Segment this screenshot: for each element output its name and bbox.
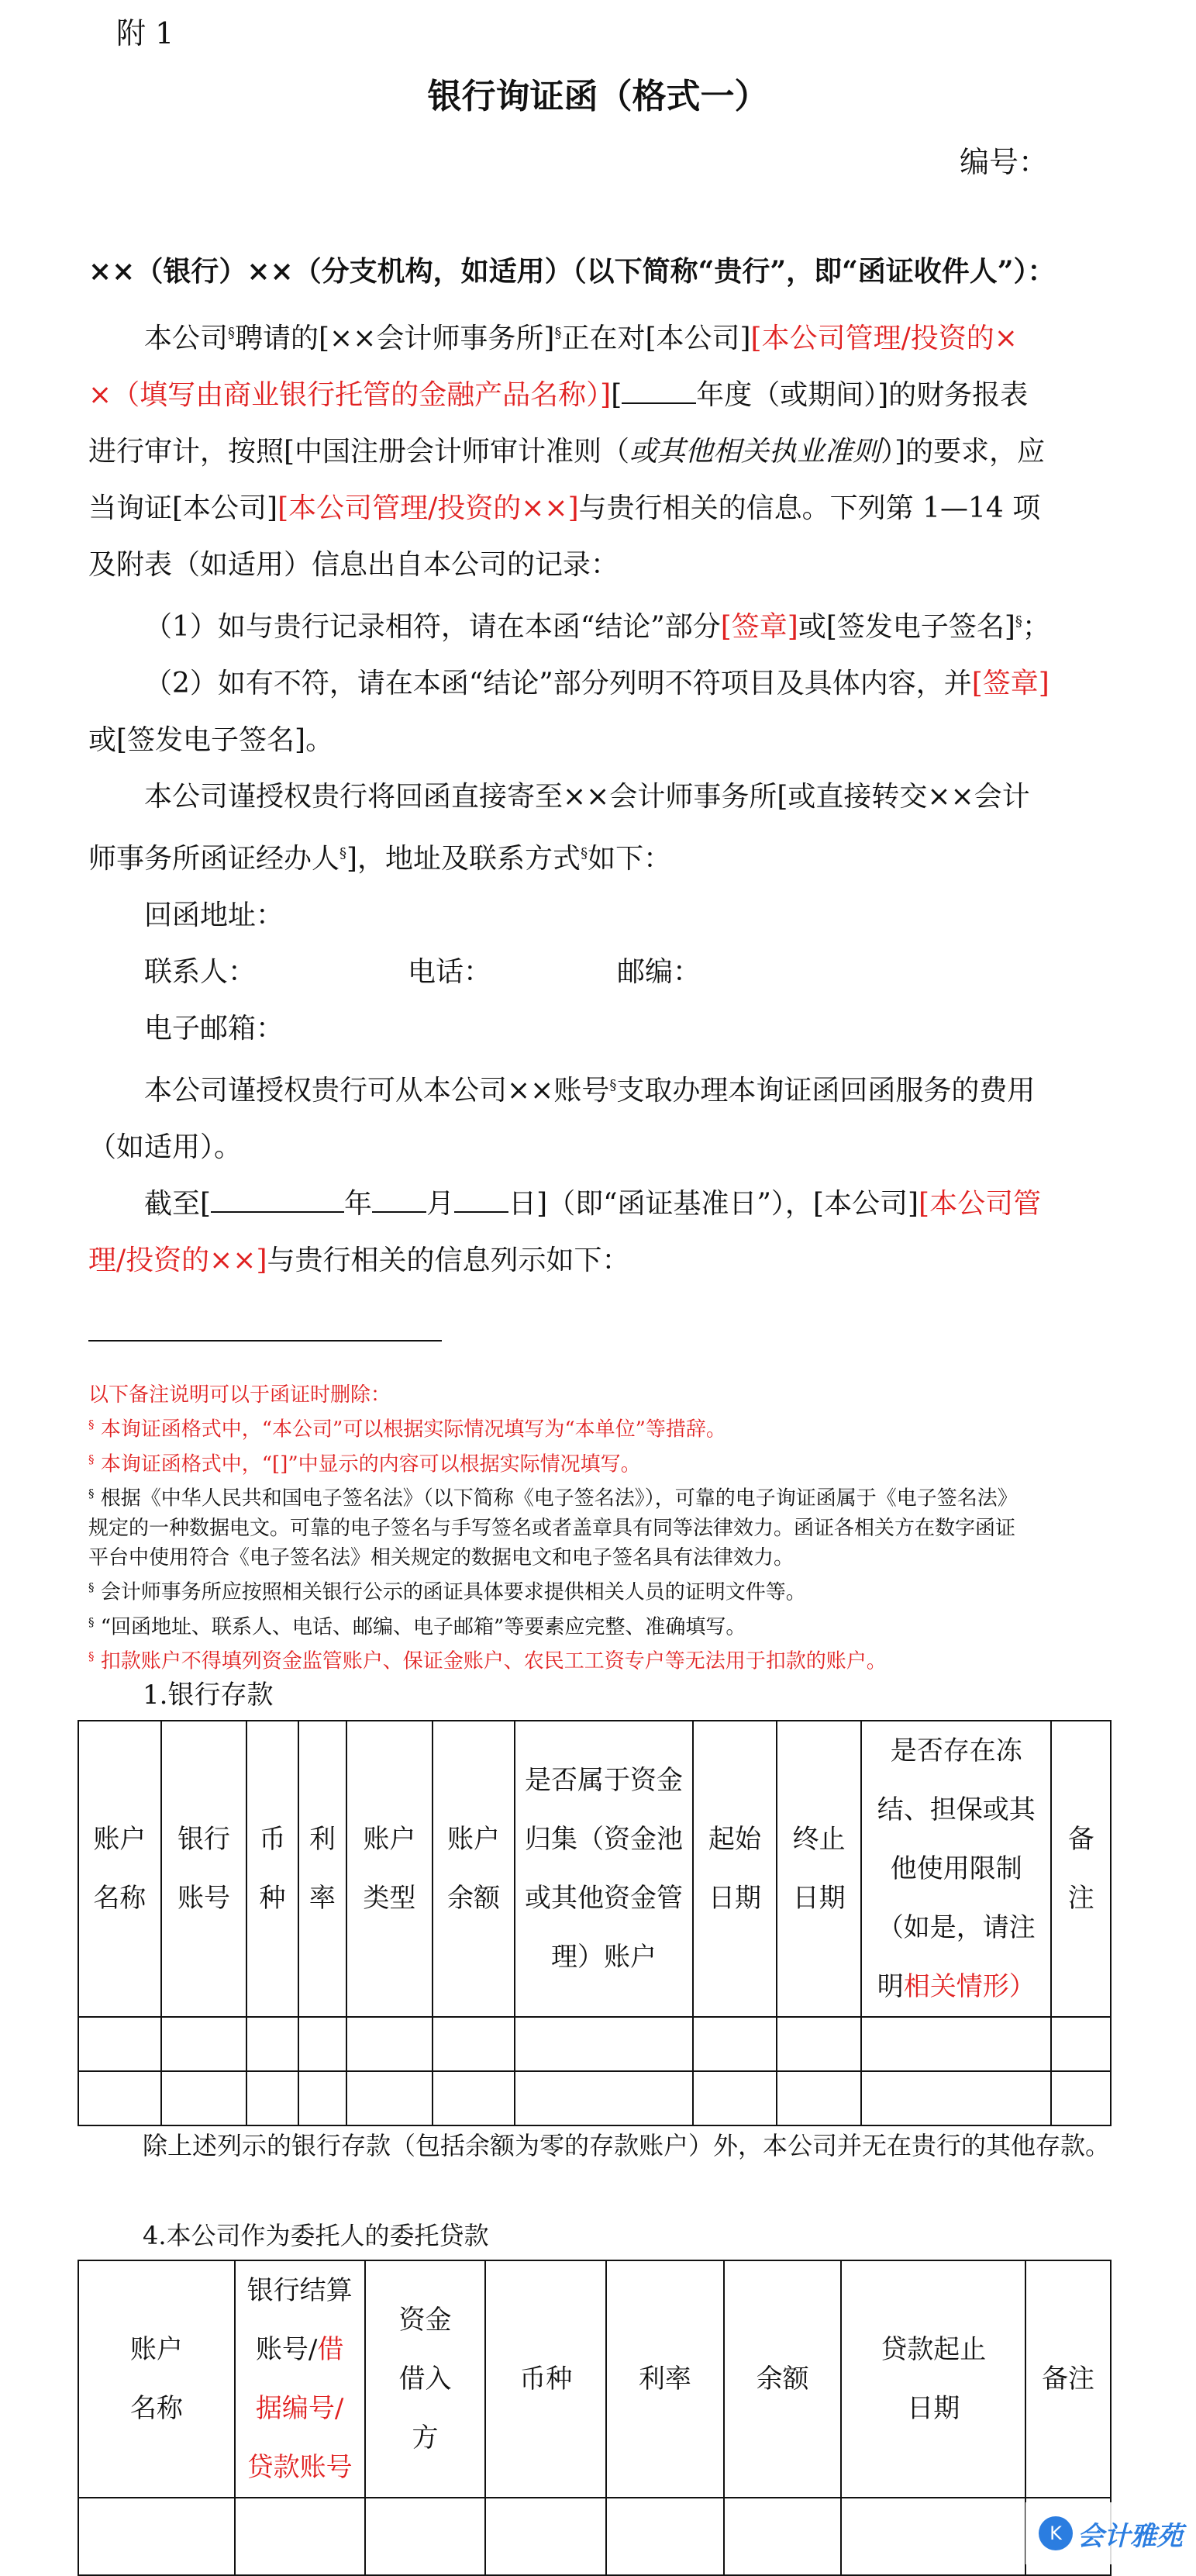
p1-line3: 进行审计，按照[中国注册会计师审计准则（或其他相关执业准则）]的要求，应	[88, 436, 1046, 468]
p3-line1: 本公司谨授权贵行可从本公司××账号§支取办理本询证函回函服务的费用	[144, 1075, 1036, 1107]
table-row	[78, 2071, 1111, 2125]
section1-note: 除上述列示的银行存款（包括余额为零的存款账户）外，本公司并无在贵行的其他存款。	[143, 2131, 1111, 2160]
loan-header-row	[78, 2260, 1111, 2498]
col-currency: 币种	[246, 1721, 298, 2017]
footnote-intro: 以下备注说明可以于函证时删除：	[88, 1383, 391, 1407]
deposit-header-row	[78, 1721, 1111, 2017]
col-account-type: 账户类型	[346, 1721, 433, 2017]
p4-line2: 理/投资的××]与贵行相关的信息列示如下：	[88, 1245, 630, 1276]
section4-title: 4.本公司作为委托人的委托贷款	[143, 2221, 489, 2250]
section1-title: 1.银行存款	[143, 1680, 274, 1711]
year-field[interactable]	[622, 379, 696, 404]
p1-line4: 当询证[本公司][本公司管理/投资的××]与贵行相关的信息。下列第 1—14 项	[88, 492, 1041, 524]
attachment-label: 附 1	[116, 16, 174, 50]
footnote-2: § 本询证函格式中，“[]”中显示的内容可以根据实际情况填写。	[88, 1452, 641, 1476]
watermark	[1025, 2502, 1196, 2564]
col-borrower: 资金借入方	[365, 2260, 486, 2498]
footnote-5: § “回函地址、联系人、电话、邮编、电子邮箱”等要素应完整、准确填写。	[88, 1614, 746, 1639]
col-loan-period: 贷款起止日期	[841, 2260, 1025, 2498]
p3-line2: （如适用）。	[88, 1131, 243, 1163]
watermark-logo-icon: K	[1039, 2516, 1073, 2550]
footnote-3: § 根据《中华人民共和国电子签名法》（以下简称《电子签名法》），可靠的电子询证函属于《电子签名法》	[88, 1487, 1018, 1511]
col-currency: 币种	[485, 2260, 606, 2498]
postcode-label: 邮编：	[617, 956, 701, 988]
col-rate: 利率	[298, 1721, 346, 2017]
phone-label: 电话：	[408, 956, 492, 988]
footnotes	[88, 1380, 1112, 1676]
date-month-field[interactable]	[372, 1188, 426, 1213]
col-account-name: 账户名称	[78, 1721, 161, 2017]
col-end-date: 终止日期	[777, 1721, 861, 2017]
footnote-4: § 会计师事务所应按照相关银行公示的函证具体要求提供相关人员的证明文件等。	[88, 1580, 806, 1604]
footnote-1: § 本询证函格式中，“本公司”可以根据实际情况填写为“本单位”等措辞。	[88, 1417, 726, 1442]
col-rate: 利率	[606, 2260, 724, 2498]
footnote-3c: 平台中使用符合《电子签名法》相关规定的数据电文和电子签名具有法律效力。	[88, 1545, 794, 1569]
item2-line1: （2）如有不符，请在本函“结论”部分列明不符项目及具体内容，并[签章]	[144, 668, 1050, 699]
col-start-date: 起始日期	[693, 1721, 777, 2017]
footnote-separator	[88, 1340, 442, 1342]
letter-body	[88, 305, 1112, 1289]
number-label: 编号：	[960, 145, 1049, 179]
table-row	[78, 2017, 1111, 2071]
page-title: 银行询证函（格式一）	[427, 77, 769, 116]
watermark-text: 会计雅苑	[1077, 2520, 1183, 2552]
date-year-field[interactable]	[211, 1188, 344, 1213]
email: 电子邮箱：	[144, 1013, 284, 1045]
entrusted-loan-table	[78, 2260, 1112, 2576]
item2-line2: 或[签发电子签名]。	[88, 724, 334, 756]
table-row	[78, 2498, 1111, 2575]
p1-line5: 及附表（如适用）信息出自本公司的记录：	[88, 549, 619, 581]
col-settlement-account: 银行结算账号/借据编号/贷款账号	[235, 2260, 365, 2498]
date-day-field[interactable]	[454, 1188, 508, 1213]
col-balance: 账户余额	[433, 1721, 515, 2017]
contact-row	[88, 944, 1112, 1000]
footnote-6: § 扣款账户不得填列资金监管账户、保证金账户、农民工工资专户等无法用于扣款的账户。	[88, 1649, 887, 1673]
salutation: ××（银行）××（分支机构，如适用）（以下简称“贵行”，即“函证收件人”）：	[88, 255, 1056, 288]
col-account-name: 账户名称	[78, 2260, 235, 2498]
col-remark: 备注	[1025, 2260, 1111, 2498]
col-balance: 余额	[724, 2260, 842, 2498]
p4-line1: 截至[ 年 月 日]（即“函证基准日”），[本公司][本公司管	[144, 1188, 1042, 1220]
contact-label: 联系人：	[144, 956, 257, 988]
col-restriction: 是否存在冻结、担保或其他使用限制（如是，请注明相关情形）	[861, 1721, 1051, 2017]
item1: （1）如与贵行记录相符，请在本函“结论”部分[签章]或[签发电子签名]§；	[144, 611, 1050, 643]
reply-address: 回函地址：	[144, 900, 284, 931]
col-fund-pool: 是否属于资金归集（资金池或其他资金管理）账户	[515, 1721, 692, 2017]
col-bank-account: 银行账号	[161, 1721, 247, 2017]
p2-line1: 本公司谨授权贵行将回函直接寄至××会计师事务所[或直接转交××会计	[144, 781, 1030, 813]
col-remark: 备注	[1051, 1721, 1111, 2017]
p2-line2: 师事务所函证经办人§]，地址及联系方式§如下：	[88, 843, 672, 875]
p1-line2: ×（填写由商业银行托管的金融产品名称）][ 年度（或期间）]的财务报表	[88, 379, 1029, 411]
p1-line1: 本公司§聘请的[××会计师事务所]§正在对[本公司][本公司管理/投资的×	[144, 323, 1018, 354]
deposit-table	[78, 1720, 1112, 2126]
footnote-3b: 规定的一种数据电文。可靠的电子签名与手写签名或者盖章具有同等法律效力。函证各相关方在数字函证	[88, 1516, 1016, 1540]
